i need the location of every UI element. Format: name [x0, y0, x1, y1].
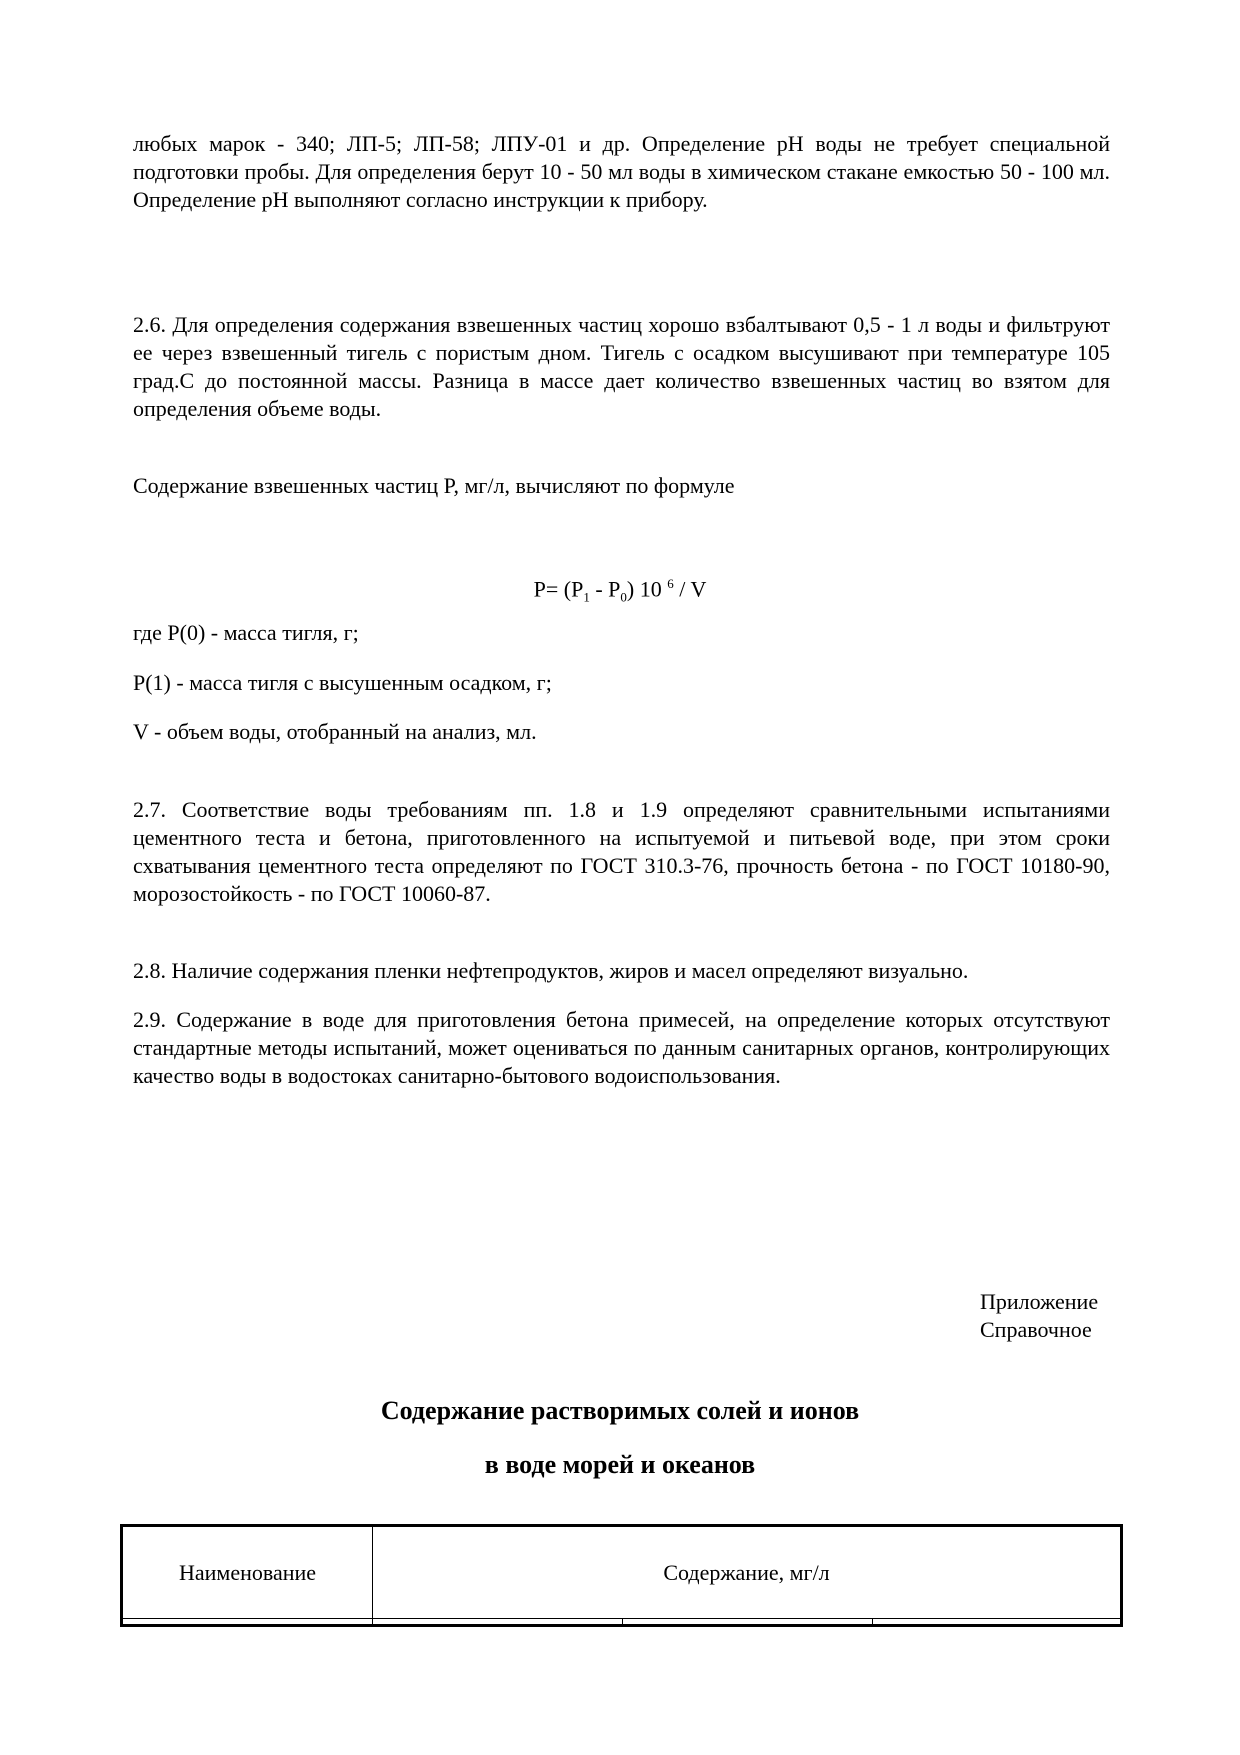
header-content: Содержание, мг/л [373, 1526, 1122, 1619]
appendix-line-1: Приложение [980, 1289, 1099, 1314]
table-cell [373, 1619, 623, 1626]
paragraph-ph: любых марок - 340; ЛП-5; ЛП-58; ЛПУ-01 и др. Определение pH воды не требует специальной подготовки пробы. Для определения берут 10 - 50 мл воды в химическом стакане емкостью 50 - 100 мл. Определение pH выполняют согласно инструкции к прибору. [133, 131, 1110, 212]
table-row [122, 1619, 1122, 1626]
paragraph-2-8: 2.8. Наличие содержания пленки нефтепродуктов, жиров и масел определяют визуально. [133, 958, 969, 983]
where-v: V - объем воды, отобранный на анализ, мл. [133, 719, 537, 744]
paragraph-2-7: 2.7. Соответствие воды требованиям пп. 1.8 и 1.9 определяют сравнительными испытаниями цементного теста и бетона, приготовленного на испытуемой и питьевой воде, при этом сроки схватывания цементного теста определяют по ГОСТ 310.3-76, прочность бетона - по ГОСТ 10180-90, морозостойкость - по ГОСТ 10060-87. [133, 797, 1110, 906]
table-title-line-1: Содержание растворимых солей и ионов [380, 1396, 860, 1425]
table-title-line-2: в воде морей и океанов [484, 1450, 756, 1479]
table-cell [122, 1619, 373, 1626]
where-p0: где P(0) - масса тигля, г; [133, 620, 359, 645]
table-cell [873, 1619, 1122, 1626]
paragraph-2-6: 2.6. Для определения содержания взвешенных частиц хорошо взбалтывают 0,5 - 1 л воды и фильтруют ее через взвешенный тигель с пористым дном. Тигель с осадком высушивают при температуре 105 град.С до постоянной массы. Разница в массе дает количество взвешенных частиц во взятом для определения объеме воды. [133, 312, 1110, 421]
formula: $P= (P_1 - P_0)$ 10 $^6$ / V [533, 576, 707, 605]
where-p1: P(1) - масса тигля с высушенным осадком, г; [133, 670, 552, 695]
appendix-label [980, 1288, 1098, 1344]
table-header-row [122, 1526, 1122, 1619]
table-cell [623, 1619, 873, 1626]
formula-intro: Содержание взвешенных частиц P, мг/л, вычисляют по формуле [133, 473, 735, 498]
paragraph-2-9: 2.9. Содержание в воде для приготовления бетона примесей, на определение которых отсутствуют стандартные методы испытаний, может оцениваться по данным санитарных органов, контролирующих качество воды в водостоках санитарно-бытового водоиспользования. [133, 1007, 1110, 1088]
header-name: Наименование [122, 1526, 373, 1619]
salts-table [120, 1524, 1123, 1627]
appendix-line-2: Справочное [980, 1317, 1092, 1342]
